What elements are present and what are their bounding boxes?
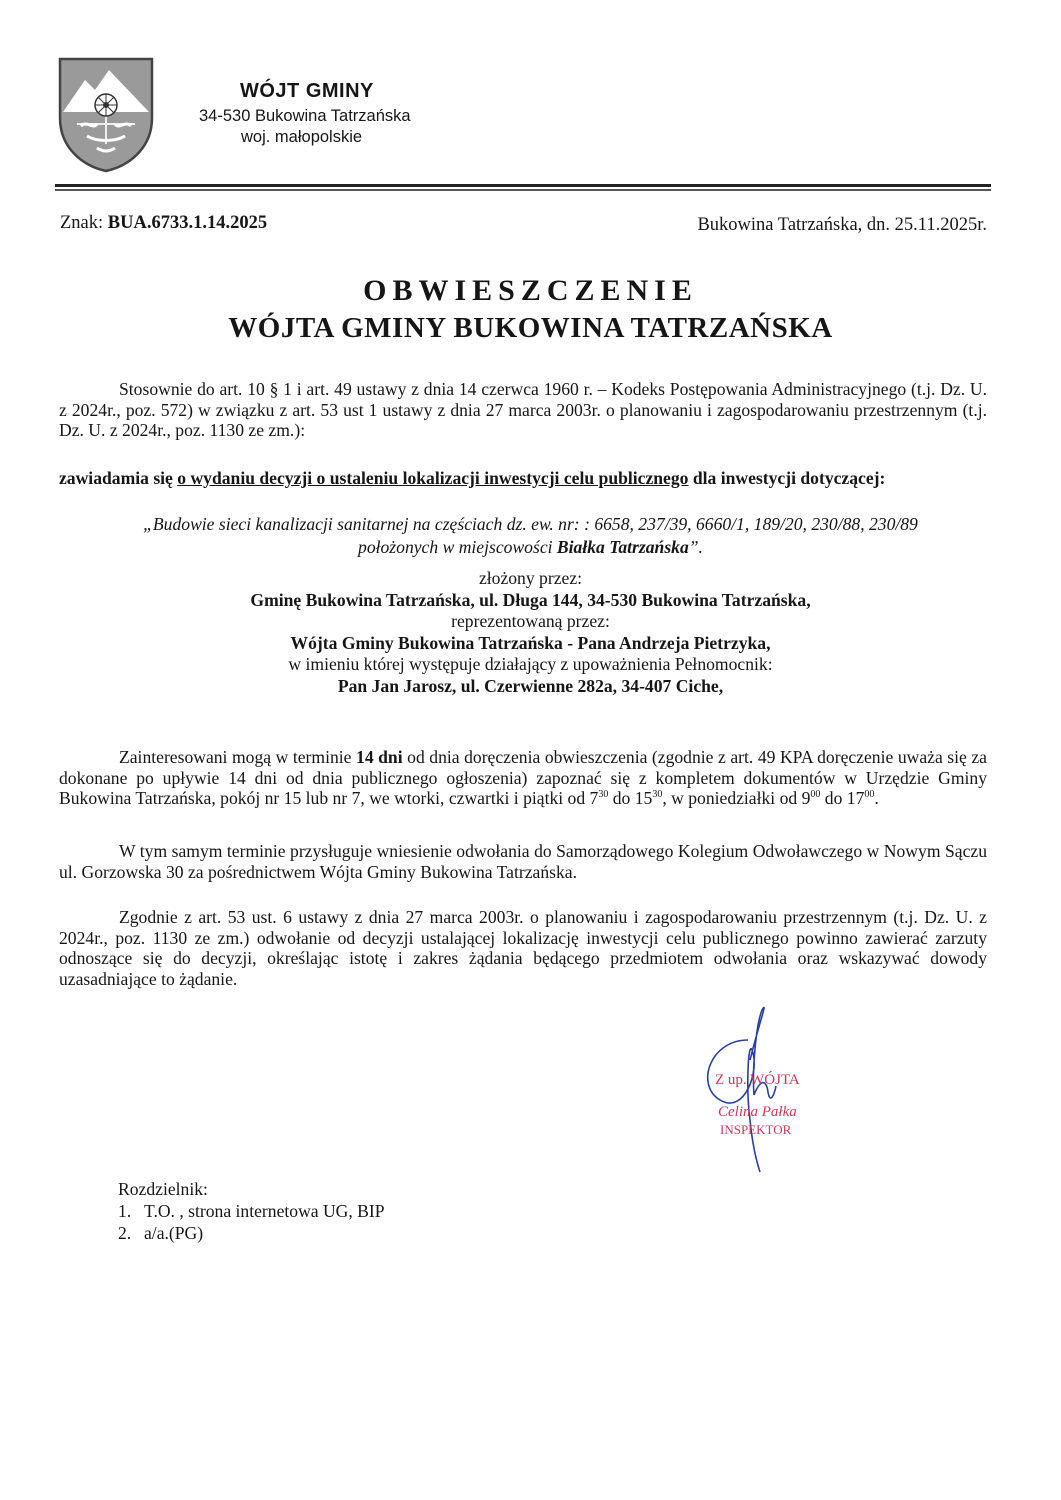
appeal-requirements-paragraph: Zgodnie z art. 53 ust. 6 ustawy z dnia 27 marca 2003r. o planowaniu i zagospodarowaniu przestrzennym (t.j. Dz. U. z 2024r., poz. 1130 ze zm.) odwołanie od decyzji ustalającej lokalizację inwestycji celu publicznego powinno zawierać zarzuty odnoszące się do decyzji, określając istotę i zakres żądania będącego przedmiotem odwołania oraz wskazywać dowody uzasadniające to żądanie. [59, 907, 987, 989]
stamp-line-1: Z up. WÓJTA [715, 1072, 800, 1088]
office-address: 34-530 Bukowina Tatrzańska [199, 107, 411, 125]
intro-paragraph: Stosownie do art. 10 § 1 i art. 49 ustawy z dnia 14 czerwca 1960 r. – Kodeks Postępowania Administracyjnego (t.j. Dz. U. z 2024r., poz. 572) w związku z art. 53 ust 1 ustawy z dnia 27 marca 2003r. o planowaniu i zagospodarowaniu przestrzennym (t.j. Dz. U. z 2024r., poz. 1130 ze zm.): [59, 379, 987, 440]
distribution-label: Rozdzielnik: [118, 1179, 208, 1199]
office-region: woj. małopolskie [241, 128, 363, 146]
distribution-list [118, 1178, 385, 1244]
signature [690, 1000, 840, 1180]
review-paragraph: Zainteresowani mogą w terminie 14 dni od dnia doręczenia obwieszczenia (zgodnie z art. 49 KPA doręczenie uważa się za dokonane po upływie 14 dni od dnia publicznego ogłoszenia) zapoznać się z kompletem dokumentów w Urzędzie Gminy Bukowina Tatrzańska, pokój nr 15 lub nr 7, we wtorki, czwartki i piątki od $7^{30}$ do $15^{30}$, w poniedziałki od $9^{00}$ do $17^{00}$. [59, 747, 987, 808]
stamp-line-2: Celina Pałka [718, 1104, 797, 1120]
coat-of-arms-emblem [57, 56, 155, 174]
stamp-line-3: INSPEKTOR [720, 1122, 792, 1137]
case-number: Znak: BUA.6733.1.14.2025 [60, 213, 268, 233]
appeal-paragraph: W tym samym terminie przysługuje wniesienie odwołania do Samorządowego Kolegium Odwoławczego w Nowym Sączu ul. Gorzowska 30 za pośrednictwem Wójta Gminy Bukowina Tatrzańska. [59, 841, 987, 882]
document-title: OBWIESZCZENIE [363, 274, 698, 307]
document-subtitle: WÓJTA GMINY BUKOWINA TATRZAŃSKA [228, 312, 833, 344]
place-date: Bukowina Tatrzańska, dn. 25.11.2025r. [697, 215, 987, 235]
list-item: 1. T.O. , strona internetowa UG, BIP [118, 1201, 385, 1221]
applicant-block: złożony przez: Gminę Bukowina Tatrzańska, ul. Długa 144, 34-530 Bukowina Tatrzańska, reprezentowaną przez: Wójta Gminy Bukowina Tatrzańska - Pana Andrzeja Pietrzyka, w imieniu której występuje działający z upoważnienia Pełnomocnik: Pan Jan Jarosz, ul. Czerwienne 282a, 34-407 Ciche, [250, 568, 811, 696]
office-title: WÓJT GMINY [240, 80, 374, 102]
notice-line: zawiadamia się o wydaniu decyzji o ustaleniu lokalizacji inwestycji celu publicznego dla inwestycji dotyczącej: [59, 468, 886, 488]
investment-quote: „Budowie sieci kanalizacji sanitarnej na częściach dz. ew. nr: : 6658, 237/39, 6660/1, 189/20, 230/88, 230/89 położonych w miejscowości Białka Tatrzańska”. [143, 514, 918, 557]
header-rule [55, 184, 991, 187]
list-item: 2. a/a.(PG) [118, 1223, 204, 1243]
header-rule-thin [55, 189, 991, 191]
